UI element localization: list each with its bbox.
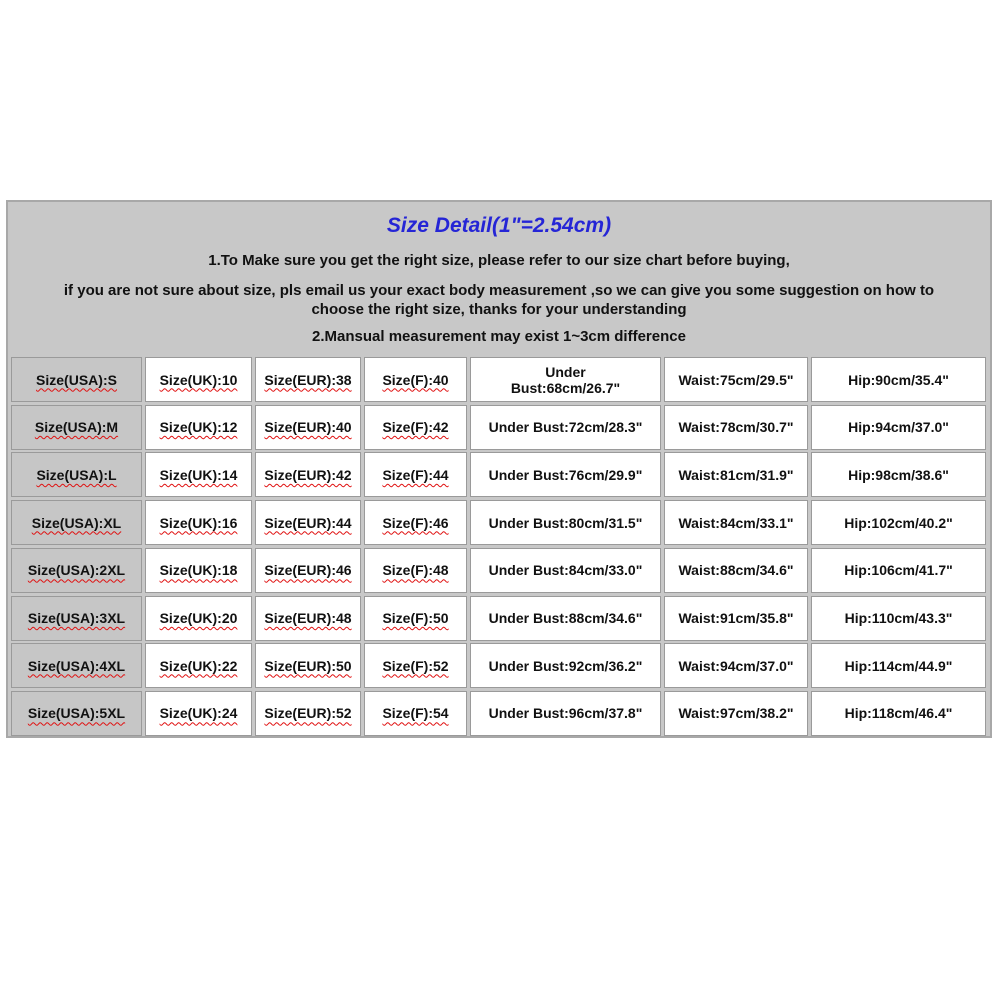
cell-text: Hip:102cm/40.2": [844, 514, 953, 531]
cell-under-bust: [470, 500, 661, 545]
cell-text: Size(F):42: [382, 419, 449, 436]
note-line-2: if you are not sure about size, pls email us your exact body measurement ,so we can give you some suggestion on how to choose the right size, thanks for your understanding: [63, 282, 935, 318]
cell-text: Size(F):54: [382, 705, 449, 722]
cell-text: Size(EUR):38: [264, 371, 352, 388]
cell-text: Size(UK):18: [159, 562, 238, 579]
cell-text: Under Bust:84cm/33.0": [488, 562, 643, 579]
cell-waist: [664, 548, 808, 593]
cell-waist: [664, 596, 808, 641]
cell-under-bust: [470, 405, 661, 450]
cell-text: Under Bust:88cm/34.6": [488, 610, 643, 626]
cell-text: Waist:81cm/31.9": [678, 466, 794, 483]
cell-hip: [811, 357, 986, 402]
cell-eur-size: [255, 452, 361, 497]
cell-text: Hip:110cm/43.3": [844, 610, 953, 626]
cell-text: Size(USA):2XL: [27, 562, 126, 579]
cell-text: Size(USA):5XL: [27, 705, 126, 722]
cell-text: Size(F):46: [382, 514, 449, 531]
cell-usa-size: [11, 452, 142, 497]
cell-eur-size: [255, 691, 361, 736]
cell-text: Hip:98cm/38.6": [848, 466, 949, 483]
cell-under-bust: [470, 596, 661, 641]
cell-waist: [664, 691, 808, 736]
cell-under-bust: [470, 548, 661, 593]
cell-text: Size(UK):20: [159, 610, 238, 626]
cell-hip: [811, 500, 986, 545]
note-line-3: 2.Mansual measurement may exist 1~3cm difference: [312, 328, 686, 345]
cell-f-size: [364, 596, 467, 641]
cell-text: Size(F):52: [382, 657, 449, 674]
size-chart-title: Size Detail(1"=2.54cm): [386, 214, 612, 237]
cell-text: Size(F):40: [382, 371, 449, 388]
cell-text: Size(USA):3XL: [27, 610, 126, 626]
cell-text: Size(USA):L: [36, 466, 117, 483]
cell-under-bust: [470, 357, 661, 402]
cell-f-size: [364, 357, 467, 402]
cell-f-size: [364, 405, 467, 450]
cell-eur-size: [255, 596, 361, 641]
cell-text: Size(UK):14: [159, 466, 238, 483]
cell-usa-size: [11, 596, 142, 641]
cell-usa-size: [11, 500, 142, 545]
cell-text: Waist:88cm/34.6": [678, 562, 794, 579]
cell-eur-size: [255, 500, 361, 545]
cell-text: Size(F):50: [382, 610, 449, 626]
cell-text: Size(EUR):52: [264, 705, 352, 722]
cell-text: Hip:106cm/41.7": [844, 562, 953, 579]
cell-uk-size: [145, 357, 252, 402]
note-line-1: 1.To Make sure you get the right size, please refer to our size chart before buying,: [208, 252, 790, 269]
cell-usa-size: [11, 691, 142, 736]
cell-text: Size(EUR):50: [264, 657, 352, 674]
cell-text: Size(UK):16: [159, 514, 238, 531]
cell-hip: [811, 452, 986, 497]
cell-text: Waist:97cm/38.2": [678, 705, 794, 722]
cell-uk-size: [145, 548, 252, 593]
cell-text: Under Bust:72cm/28.3": [488, 419, 643, 436]
cell-text: Waist:91cm/35.8": [678, 610, 794, 626]
cell-text: Under Bust:92cm/36.2": [488, 657, 643, 674]
cell-uk-size: [145, 405, 252, 450]
cell-eur-size: [255, 405, 361, 450]
cell-text: Size(F):48: [382, 562, 449, 579]
cell-under-bust: [470, 643, 661, 688]
cell-uk-size: [145, 691, 252, 736]
cell-text: Hip:90cm/35.4": [848, 371, 949, 388]
cell-eur-size: [255, 643, 361, 688]
cell-waist: [664, 405, 808, 450]
cell-eur-size: [255, 357, 361, 402]
cell-text: Size(F):44: [382, 466, 449, 483]
cell-text: Under Bust:68cm/26.7": [510, 363, 621, 396]
cell-hip: [811, 643, 986, 688]
cell-text: Hip:118cm/46.4": [844, 705, 953, 722]
cell-hip: [811, 405, 986, 450]
cell-uk-size: [145, 596, 252, 641]
cell-text: Size(EUR):48: [264, 610, 352, 626]
cell-text: Size(EUR):42: [264, 466, 352, 483]
cell-text: Size(USA):M: [34, 419, 119, 436]
cell-text: Size(UK):24: [159, 705, 238, 722]
cell-text: Size(UK):10: [159, 371, 238, 388]
size-chart-header: [8, 202, 990, 357]
cell-text: Size(USA):4XL: [27, 657, 126, 674]
cell-under-bust: [470, 691, 661, 736]
size-chart: [6, 200, 992, 738]
cell-waist: [664, 357, 808, 402]
cell-waist: [664, 500, 808, 545]
cell-text: Waist:94cm/37.0": [678, 657, 794, 674]
cell-f-size: [364, 500, 467, 545]
cell-uk-size: [145, 643, 252, 688]
cell-text: Under Bust:80cm/31.5": [488, 514, 643, 531]
cell-usa-size: [11, 548, 142, 593]
cell-text: Size(EUR):40: [264, 419, 352, 436]
cell-text: Under Bust:96cm/37.8": [488, 705, 643, 722]
cell-hip: [811, 691, 986, 736]
cell-text: Size(UK):22: [159, 657, 238, 674]
cell-under-bust: [470, 452, 661, 497]
cell-text: Waist:84cm/33.1": [678, 514, 794, 531]
cell-text: Size(EUR):46: [264, 562, 352, 579]
cell-waist: [664, 452, 808, 497]
cell-text: Waist:75cm/29.5": [678, 371, 794, 388]
cell-text: Under Bust:76cm/29.9": [488, 466, 643, 483]
cell-text: Size(USA):XL: [31, 514, 122, 531]
cell-text: Hip:94cm/37.0": [848, 419, 949, 436]
cell-text: Waist:78cm/30.7": [678, 419, 794, 436]
cell-eur-size: [255, 548, 361, 593]
cell-hip: [811, 596, 986, 641]
cell-uk-size: [145, 452, 252, 497]
cell-waist: [664, 643, 808, 688]
cell-f-size: [364, 643, 467, 688]
cell-f-size: [364, 452, 467, 497]
cell-uk-size: [145, 500, 252, 545]
cell-text: Size(UK):12: [159, 419, 238, 436]
cell-hip: [811, 548, 986, 593]
cell-usa-size: [11, 643, 142, 688]
cell-f-size: [364, 691, 467, 736]
cell-text: Size(EUR):44: [264, 514, 352, 531]
cell-text: Size(USA):S: [36, 371, 117, 388]
cell-f-size: [364, 548, 467, 593]
cell-usa-size: [11, 405, 142, 450]
cell-text: Hip:114cm/44.9": [844, 657, 953, 674]
cell-usa-size: [11, 357, 142, 402]
